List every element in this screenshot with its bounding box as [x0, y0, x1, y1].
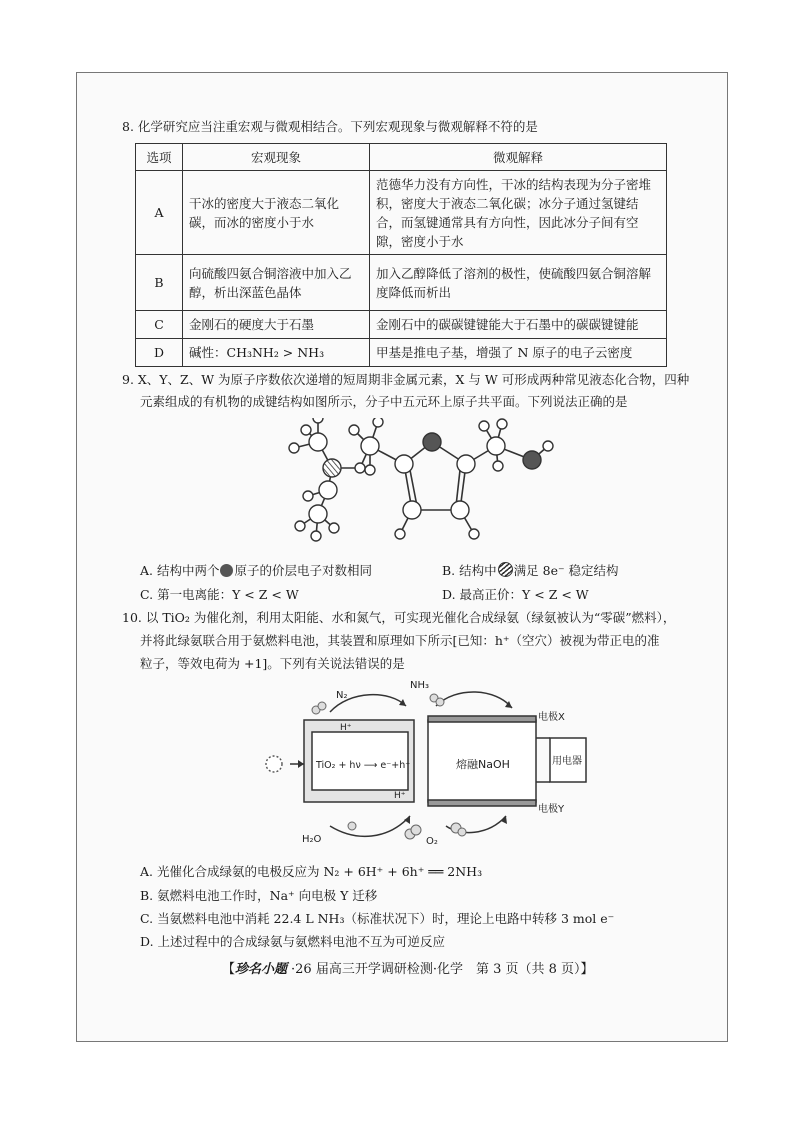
q9-line2: 元素组成的有机物的成键结构如图所示，分子中五元环上原子共平面。下列说法正确的是 — [140, 394, 628, 409]
q10-option-a: A. 光催化合成绿氨的电极反应为 N₂ + 6H⁺ + 6h⁺ ══ 2NH₃ — [140, 864, 483, 879]
row-d-macro: 碱性：CH₃NH₂ > NH₃ — [183, 339, 370, 367]
row-b-option: B — [136, 255, 183, 311]
q9-option-c: C. 第一电离能：Y < Z < W — [140, 587, 299, 602]
q10-option-d: D. 上述过程中的合成绿氨与氨燃料电池不互为可逆反应 — [140, 934, 446, 949]
row-d-option: D — [136, 339, 183, 367]
brand-logo: 珍名小题 — [235, 962, 288, 977]
page-footer: 【珍名小题 ·26 届高三开学调研检测·化学 第 3 页（共 8 页）】 — [222, 958, 594, 977]
label-electrode-y: 电极Y — [538, 804, 565, 815]
row-c-macro: 金刚石的硬度大于石墨 — [183, 311, 370, 339]
row-c-option: C — [136, 311, 183, 339]
q9-option-b: B. 结构中 满足 8e⁻ 稳定结构 — [442, 563, 619, 578]
header-micro: 微观解释 — [370, 144, 667, 171]
header-option: 选项 — [136, 144, 183, 171]
label-o2: O₂ — [426, 836, 438, 847]
q10-line3: 粒子，等效电荷为 +1]。下列有关说法错误的是 — [140, 656, 405, 671]
footer-text: ·26 届高三开学调研检测·化学 第 3 页（共 8 页）】 — [291, 962, 594, 977]
row-b-macro: 向硫酸四氨合铜溶液中加入乙醇，析出深蓝色晶体 — [183, 255, 370, 311]
dark-atom-icon — [220, 564, 233, 577]
molecule-structure-diagram — [270, 418, 560, 558]
q9-line1: 9. X、Y、Z、W 为原子序数依次递增的短周期非金属元素，X 与 W 可形成两种常见液态化合物，四种 — [122, 372, 690, 387]
q9-option-d: D. 最高正价：Y < Z < W — [442, 587, 589, 602]
label-tio2-reaction: TiO₂ + hν ⟶ e⁻+h⁺ — [316, 760, 411, 771]
row-b-micro: 加入乙醇降低了溶剂的极性，使硫酸四氨合铜溶解度降低而析出 — [370, 255, 667, 311]
header-macro: 宏观现象 — [183, 144, 370, 171]
q8-stem: 8. 化学研究应当注重宏观与微观相结合。下列宏观现象与微观解释不符的是 — [122, 119, 538, 134]
label-electrode-x: 电极X — [538, 712, 565, 723]
row-a-micro: 范德华力没有方向性，干冰的结构表现为分子密堆积，密度大于液态二氧化碳；冰分子通过氢键结合，而氢键通常具有方向性，因此冰分子间有空隙，密度小于水 — [370, 171, 667, 255]
hatched-atom-icon — [498, 562, 513, 577]
label-molten-naoh: 熔融NaOH — [456, 758, 510, 771]
label-appliance: 用电器 — [552, 756, 582, 767]
q10-line2: 并将此绿氨联合用于氨燃料电池，其装置和原理如下所示[已知：h⁺（空穴）被视为带正电的准 — [140, 633, 660, 648]
q10-option-b: B. 氨燃料电池工作时，Na⁺ 向电极 Y 迁移 — [140, 888, 378, 903]
row-d-micro: 甲基是推电子基，增强了 N 原子的电子云密度 — [370, 339, 667, 367]
label-h2o: H₂O — [302, 834, 322, 845]
row-a-macro: 干冰的密度大于液态二氧化碳，而冰的密度小于水 — [183, 171, 370, 255]
photocatalysis-fuel-cell-diagram — [260, 676, 640, 854]
row-a-option: A — [136, 171, 183, 255]
label-h-plus-top: H⁺ — [340, 723, 352, 733]
q10-line1: 10. 以 TiO₂ 为催化剂，利用太阳能、水和氮气，可实现光催化合成绿氨（绿氨被认为“零碳”燃料）， — [122, 610, 676, 625]
label-n2: N₂ — [336, 690, 348, 701]
label-nh3: NH₃ — [410, 680, 430, 691]
q10-option-c: C. 当氨燃料电池中消耗 22.4 L NH₃（标准状况下）时，理论上电路中转移 3 mol e⁻ — [140, 911, 615, 926]
q8-table — [135, 143, 667, 367]
label-h-plus-bottom: H⁺ — [394, 791, 406, 801]
q9-option-a: A. 结构中两个 原子的价层电子对数相同 — [140, 563, 372, 578]
row-c-micro: 金刚石中的碳碳键键能大于石墨中的碳碳键键能 — [370, 311, 667, 339]
